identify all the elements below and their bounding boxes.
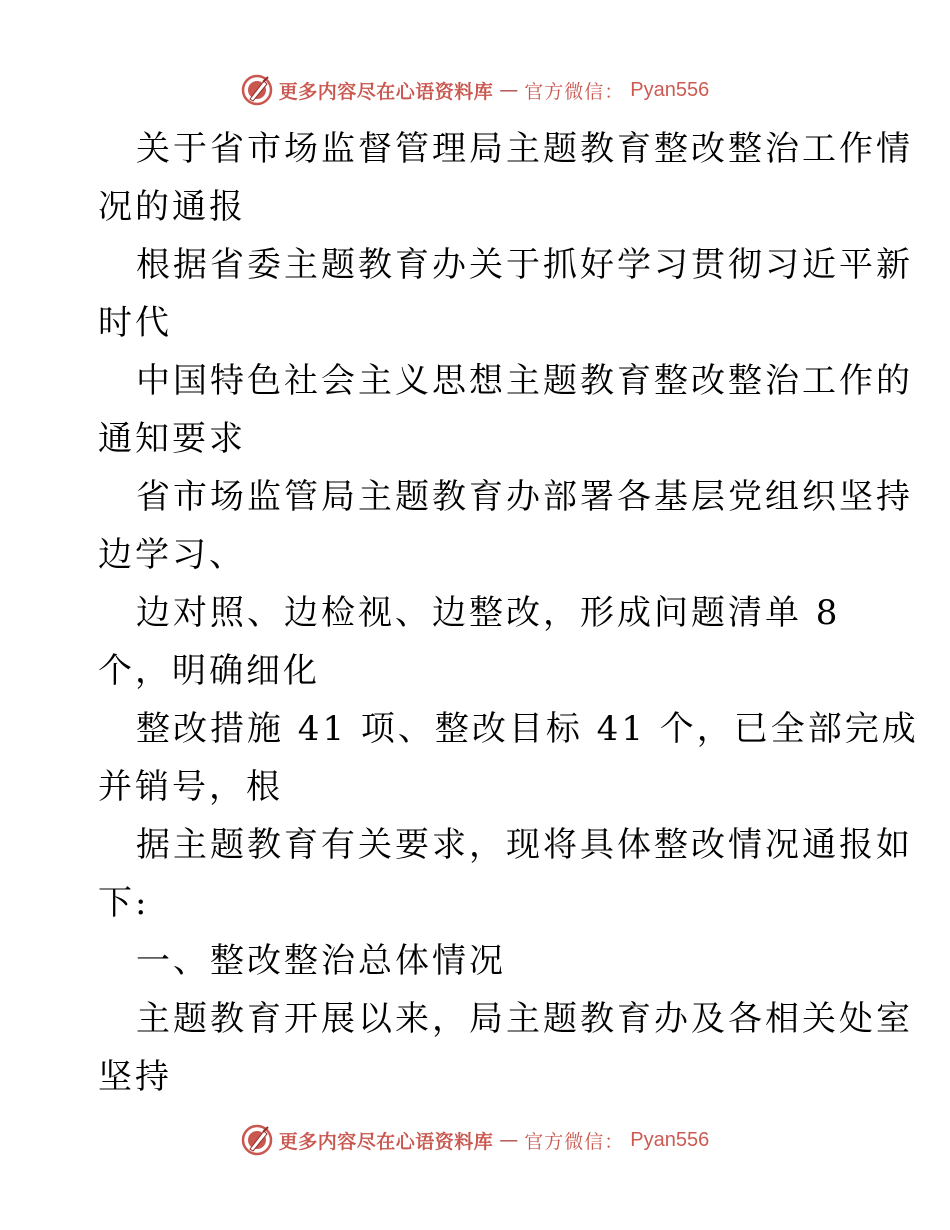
site-slogan: 更多内容尽在心语资料库	[278, 80, 494, 103]
footer-banner	[0, 1120, 950, 1160]
wechat-label: 官方微信：	[524, 80, 625, 103]
site-slogan: 更多内容尽在心语资料库	[278, 1130, 494, 1153]
wechat-label: 官方微信：	[524, 1130, 625, 1153]
header-banner	[0, 70, 950, 110]
doc-title-line-2: 况的通报	[98, 187, 246, 227]
paragraph-line: 据主题教育有关要求，现将具体整改情况通报如	[136, 825, 913, 865]
paragraph-line: 主题教育开展以来，局主题教育办及各相关处室	[136, 999, 913, 1039]
paragraph-line: 下:	[98, 883, 150, 923]
quill-logo-icon	[241, 1124, 273, 1156]
paragraph-line: 并销号，根	[98, 767, 283, 807]
paragraph-line: 通知要求	[98, 419, 246, 459]
document-body	[98, 120, 919, 1106]
paragraph-line: 根据省委主题教育办关于抓好学习贯彻习近平新	[136, 245, 913, 285]
separator-dash: —	[499, 79, 519, 101]
paragraph-line: 整改措施 41 项、整改目标 41 个，已全部完成	[136, 709, 919, 749]
paragraph-line: 边学习、	[98, 535, 246, 575]
paragraph-line: 省市场监管局主题教育办部署各基层党组织坚持	[136, 477, 913, 517]
paragraph-line: 时代	[98, 303, 172, 343]
doc-title-line-1: 关于省市场监督管理局主题教育整改整治工作情	[136, 129, 913, 169]
paragraph-line: 中国特色社会主义思想主题教育整改整治工作的	[136, 361, 913, 401]
wechat-id: Pyan556	[630, 78, 710, 101]
paragraph-line: 坚持	[98, 1057, 172, 1097]
wechat-id: Pyan556	[630, 1128, 710, 1151]
paragraph-line: 边对照、边检视、边整改，形成问题清单 8	[136, 593, 841, 633]
section-heading: 一、整改整治总体情况	[136, 941, 506, 981]
separator-dash: —	[499, 1129, 519, 1151]
paragraph-line: 个，明确细化	[98, 651, 320, 691]
quill-logo-icon	[241, 74, 273, 106]
